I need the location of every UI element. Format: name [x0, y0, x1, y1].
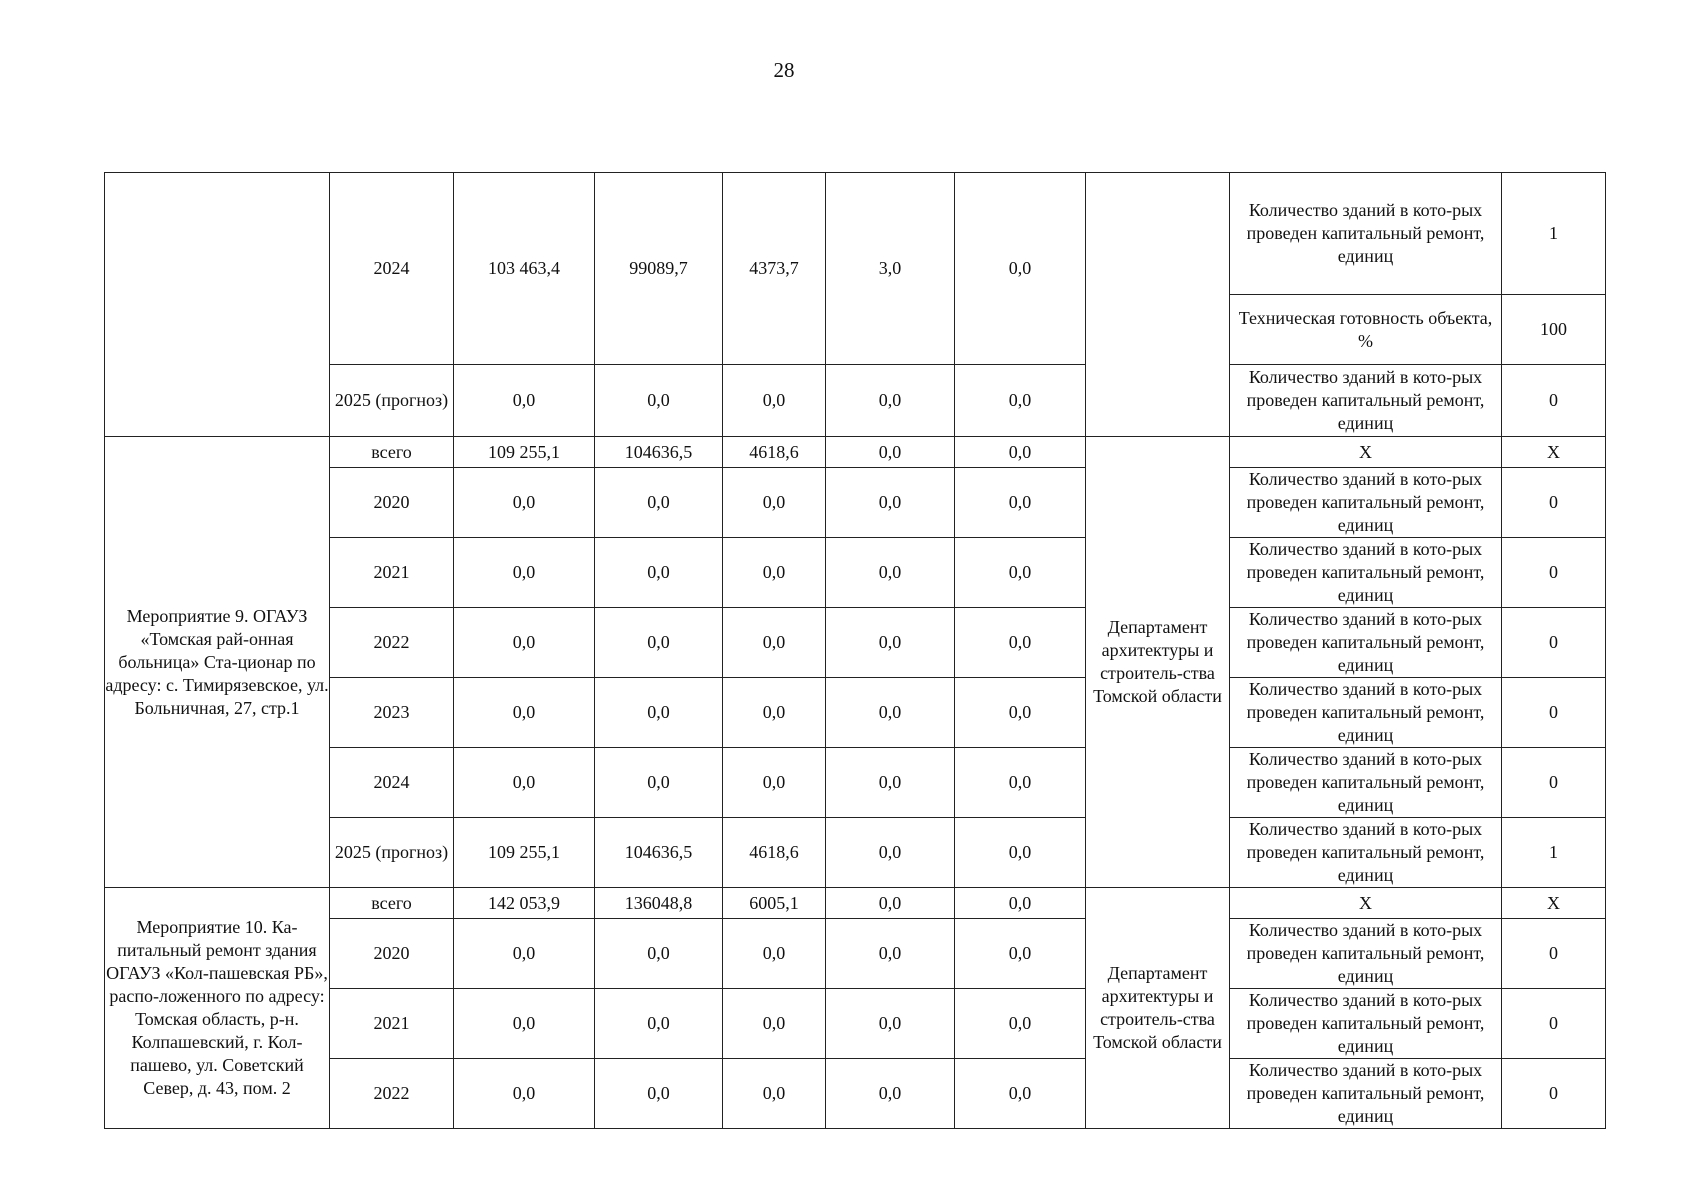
amount-cell: 0,0 [955, 748, 1086, 818]
page-number: 28 [773, 58, 795, 82]
amount-cell: 0,0 [595, 1059, 723, 1129]
amount-cell: 0,0 [595, 748, 723, 818]
indicator-value-cell: 0 [1502, 989, 1606, 1059]
amount-cell: 0,0 [826, 989, 955, 1059]
indicator-cell: Количество зданий в кото-рых проведен капитальный ремонт, единиц [1230, 538, 1502, 608]
amount-cell: 6005,1 [723, 888, 826, 919]
amount-cell: 0,0 [723, 678, 826, 748]
table-row [105, 437, 1606, 468]
table-row [105, 173, 1606, 295]
total-cell: 0,0 [454, 365, 595, 437]
total-cell: 109 255,1 [454, 818, 595, 888]
indicator-cell: Техническая готовность объекта, % [1230, 295, 1502, 365]
amount-cell: 0,0 [826, 1059, 955, 1129]
amount-cell: 0,0 [595, 538, 723, 608]
indicator-value-cell: Х [1502, 888, 1606, 919]
table-row [105, 678, 1606, 748]
year-cell: 2022 [330, 608, 454, 678]
amount-cell: 0,0 [955, 608, 1086, 678]
amount-cell: 0,0 [955, 538, 1086, 608]
table-row [105, 818, 1606, 888]
total-cell: 0,0 [454, 989, 595, 1059]
amount-cell: 0,0 [723, 919, 826, 989]
indicator-cell: Количество зданий в кото-рых проведен капитальный ремонт, единиц [1230, 1059, 1502, 1129]
amount-cell: 0,0 [826, 919, 955, 989]
amount-cell: 0,0 [955, 989, 1086, 1059]
indicator-value-cell: 0 [1502, 365, 1606, 437]
indicator-cell: Количество зданий в кото-рых проведен капитальный ремонт, единиц [1230, 365, 1502, 437]
indicator-value-cell: 1 [1502, 173, 1606, 295]
amount-cell: 0,0 [955, 678, 1086, 748]
indicator-cell: Количество зданий в кото-рых проведен капитальный ремонт, единиц [1230, 678, 1502, 748]
indicator-value-cell: Х [1502, 437, 1606, 468]
indicator-cell: Количество зданий в кото-рых проведен капитальный ремонт, единиц [1230, 748, 1502, 818]
total-cell: 0,0 [454, 608, 595, 678]
indicator-value-cell: 0 [1502, 678, 1606, 748]
indicator-value-cell: 1 [1502, 818, 1606, 888]
total-cell: 0,0 [454, 919, 595, 989]
amount-cell: 0,0 [723, 365, 826, 437]
table-row [105, 748, 1606, 818]
indicator-cell: Количество зданий в кото-рых проведен капитальный ремонт, единиц [1230, 919, 1502, 989]
indicator-value-cell: 100 [1502, 295, 1606, 365]
amount-cell: 0,0 [955, 365, 1086, 437]
table-row [105, 989, 1606, 1059]
table-row [105, 365, 1606, 437]
table-row [105, 888, 1606, 919]
total-cell: 0,0 [454, 468, 595, 538]
total-cell: 103 463,4 [454, 173, 595, 365]
responsible-cell: Департамент архитектуры и строитель-ства Томской области [1086, 437, 1230, 888]
indicator-value-cell: 0 [1502, 538, 1606, 608]
amount-cell: 0,0 [723, 989, 826, 1059]
amount-cell: 0,0 [826, 608, 955, 678]
amount-cell: 0,0 [723, 608, 826, 678]
table-body [105, 173, 1606, 1129]
year-cell: 2025 (прогноз) [330, 818, 454, 888]
amount-cell: 0,0 [595, 468, 723, 538]
amount-cell: 0,0 [595, 608, 723, 678]
amount-cell: 0,0 [955, 919, 1086, 989]
amount-cell: 0,0 [826, 888, 955, 919]
indicator-cell: Количество зданий в кото-рых проведен капитальный ремонт, единиц [1230, 173, 1502, 295]
amount-cell: 4618,6 [723, 818, 826, 888]
indicator-value-cell: 0 [1502, 1059, 1606, 1129]
amount-cell: 0,0 [826, 365, 955, 437]
amount-cell: 0,0 [826, 468, 955, 538]
amount-cell: 0,0 [826, 437, 955, 468]
amount-cell: 0,0 [826, 678, 955, 748]
amount-cell: 0,0 [595, 678, 723, 748]
year-cell: 2025 (прогноз) [330, 365, 454, 437]
indicator-value-cell: 0 [1502, 468, 1606, 538]
total-cell: 0,0 [454, 748, 595, 818]
indicator-cell: Количество зданий в кото-рых проведен капитальный ремонт, единиц [1230, 468, 1502, 538]
indicator-value-cell: 0 [1502, 748, 1606, 818]
year-cell: 2021 [330, 538, 454, 608]
year-cell: 2024 [330, 173, 454, 365]
event-cell: Мероприятие 10. Ка-питальный ремонт здания ОГАУЗ «Кол-пашевская РБ», распо-ложенного по адресу: Томская область, р-н. Колпашевский, г. Кол-пашево, ул. Советский Север, д. 43, пом. 2 [105, 888, 330, 1129]
amount-cell: 104636,5 [595, 437, 723, 468]
year-cell: 2024 [330, 748, 454, 818]
amount-cell: 0,0 [955, 173, 1086, 365]
amount-cell: 136048,8 [595, 888, 723, 919]
amount-cell: 0,0 [723, 468, 826, 538]
year-cell: 2022 [330, 1059, 454, 1129]
responsible-cell: Департамент архитектуры и строитель-ства Томской области [1086, 888, 1230, 1129]
indicator-value-cell: 0 [1502, 919, 1606, 989]
amount-cell: 0,0 [595, 365, 723, 437]
amount-cell: 0,0 [826, 748, 955, 818]
indicator-cell: Количество зданий в кото-рых проведен капитальный ремонт, единиц [1230, 989, 1502, 1059]
year-cell: 2020 [330, 468, 454, 538]
total-cell: 142 053,9 [454, 888, 595, 919]
amount-cell: 0,0 [955, 437, 1086, 468]
table-row [105, 608, 1606, 678]
amount-cell: 104636,5 [595, 818, 723, 888]
year-cell: 2021 [330, 989, 454, 1059]
amount-cell: 0,0 [723, 538, 826, 608]
amount-cell: 0,0 [723, 748, 826, 818]
amount-cell: 0,0 [955, 818, 1086, 888]
indicator-value-cell: 0 [1502, 608, 1606, 678]
indicator-cell: Х [1230, 437, 1502, 468]
amount-cell: 0,0 [955, 1059, 1086, 1129]
total-cell: 0,0 [454, 678, 595, 748]
year-cell: всего [330, 888, 454, 919]
table-row [105, 919, 1606, 989]
indicator-cell: Количество зданий в кото-рых проведен капитальный ремонт, единиц [1230, 818, 1502, 888]
amount-cell: 4618,6 [723, 437, 826, 468]
indicator-cell: Количество зданий в кото-рых проведен капитальный ремонт, единиц [1230, 608, 1502, 678]
event-cell-empty [105, 173, 330, 437]
amount-cell: 0,0 [826, 818, 955, 888]
table-row [105, 1059, 1606, 1129]
year-cell: всего [330, 437, 454, 468]
amount-cell: 0,0 [595, 989, 723, 1059]
event-cell: Мероприятие 9. ОГАУЗ «Томская рай-онная больница» Ста-ционар по адресу: с. Тимирязевское, ул. Больничная, 27, стр.1 [105, 437, 330, 888]
table-row [105, 468, 1606, 538]
total-cell: 0,0 [454, 1059, 595, 1129]
indicator-cell: Х [1230, 888, 1502, 919]
amount-cell: 0,0 [826, 538, 955, 608]
responsible-cell-empty [1086, 173, 1230, 437]
table-row [105, 538, 1606, 608]
year-cell: 2023 [330, 678, 454, 748]
total-cell: 109 255,1 [454, 437, 595, 468]
year-cell: 2020 [330, 919, 454, 989]
total-cell: 0,0 [454, 538, 595, 608]
amount-cell: 0,0 [595, 919, 723, 989]
amount-cell: 99089,7 [595, 173, 723, 365]
amount-cell: 4373,7 [723, 173, 826, 365]
amount-cell: 0,0 [955, 888, 1086, 919]
amount-cell: 3,0 [826, 173, 955, 365]
funding-table [104, 172, 1606, 1129]
amount-cell: 0,0 [955, 468, 1086, 538]
amount-cell: 0,0 [723, 1059, 826, 1129]
